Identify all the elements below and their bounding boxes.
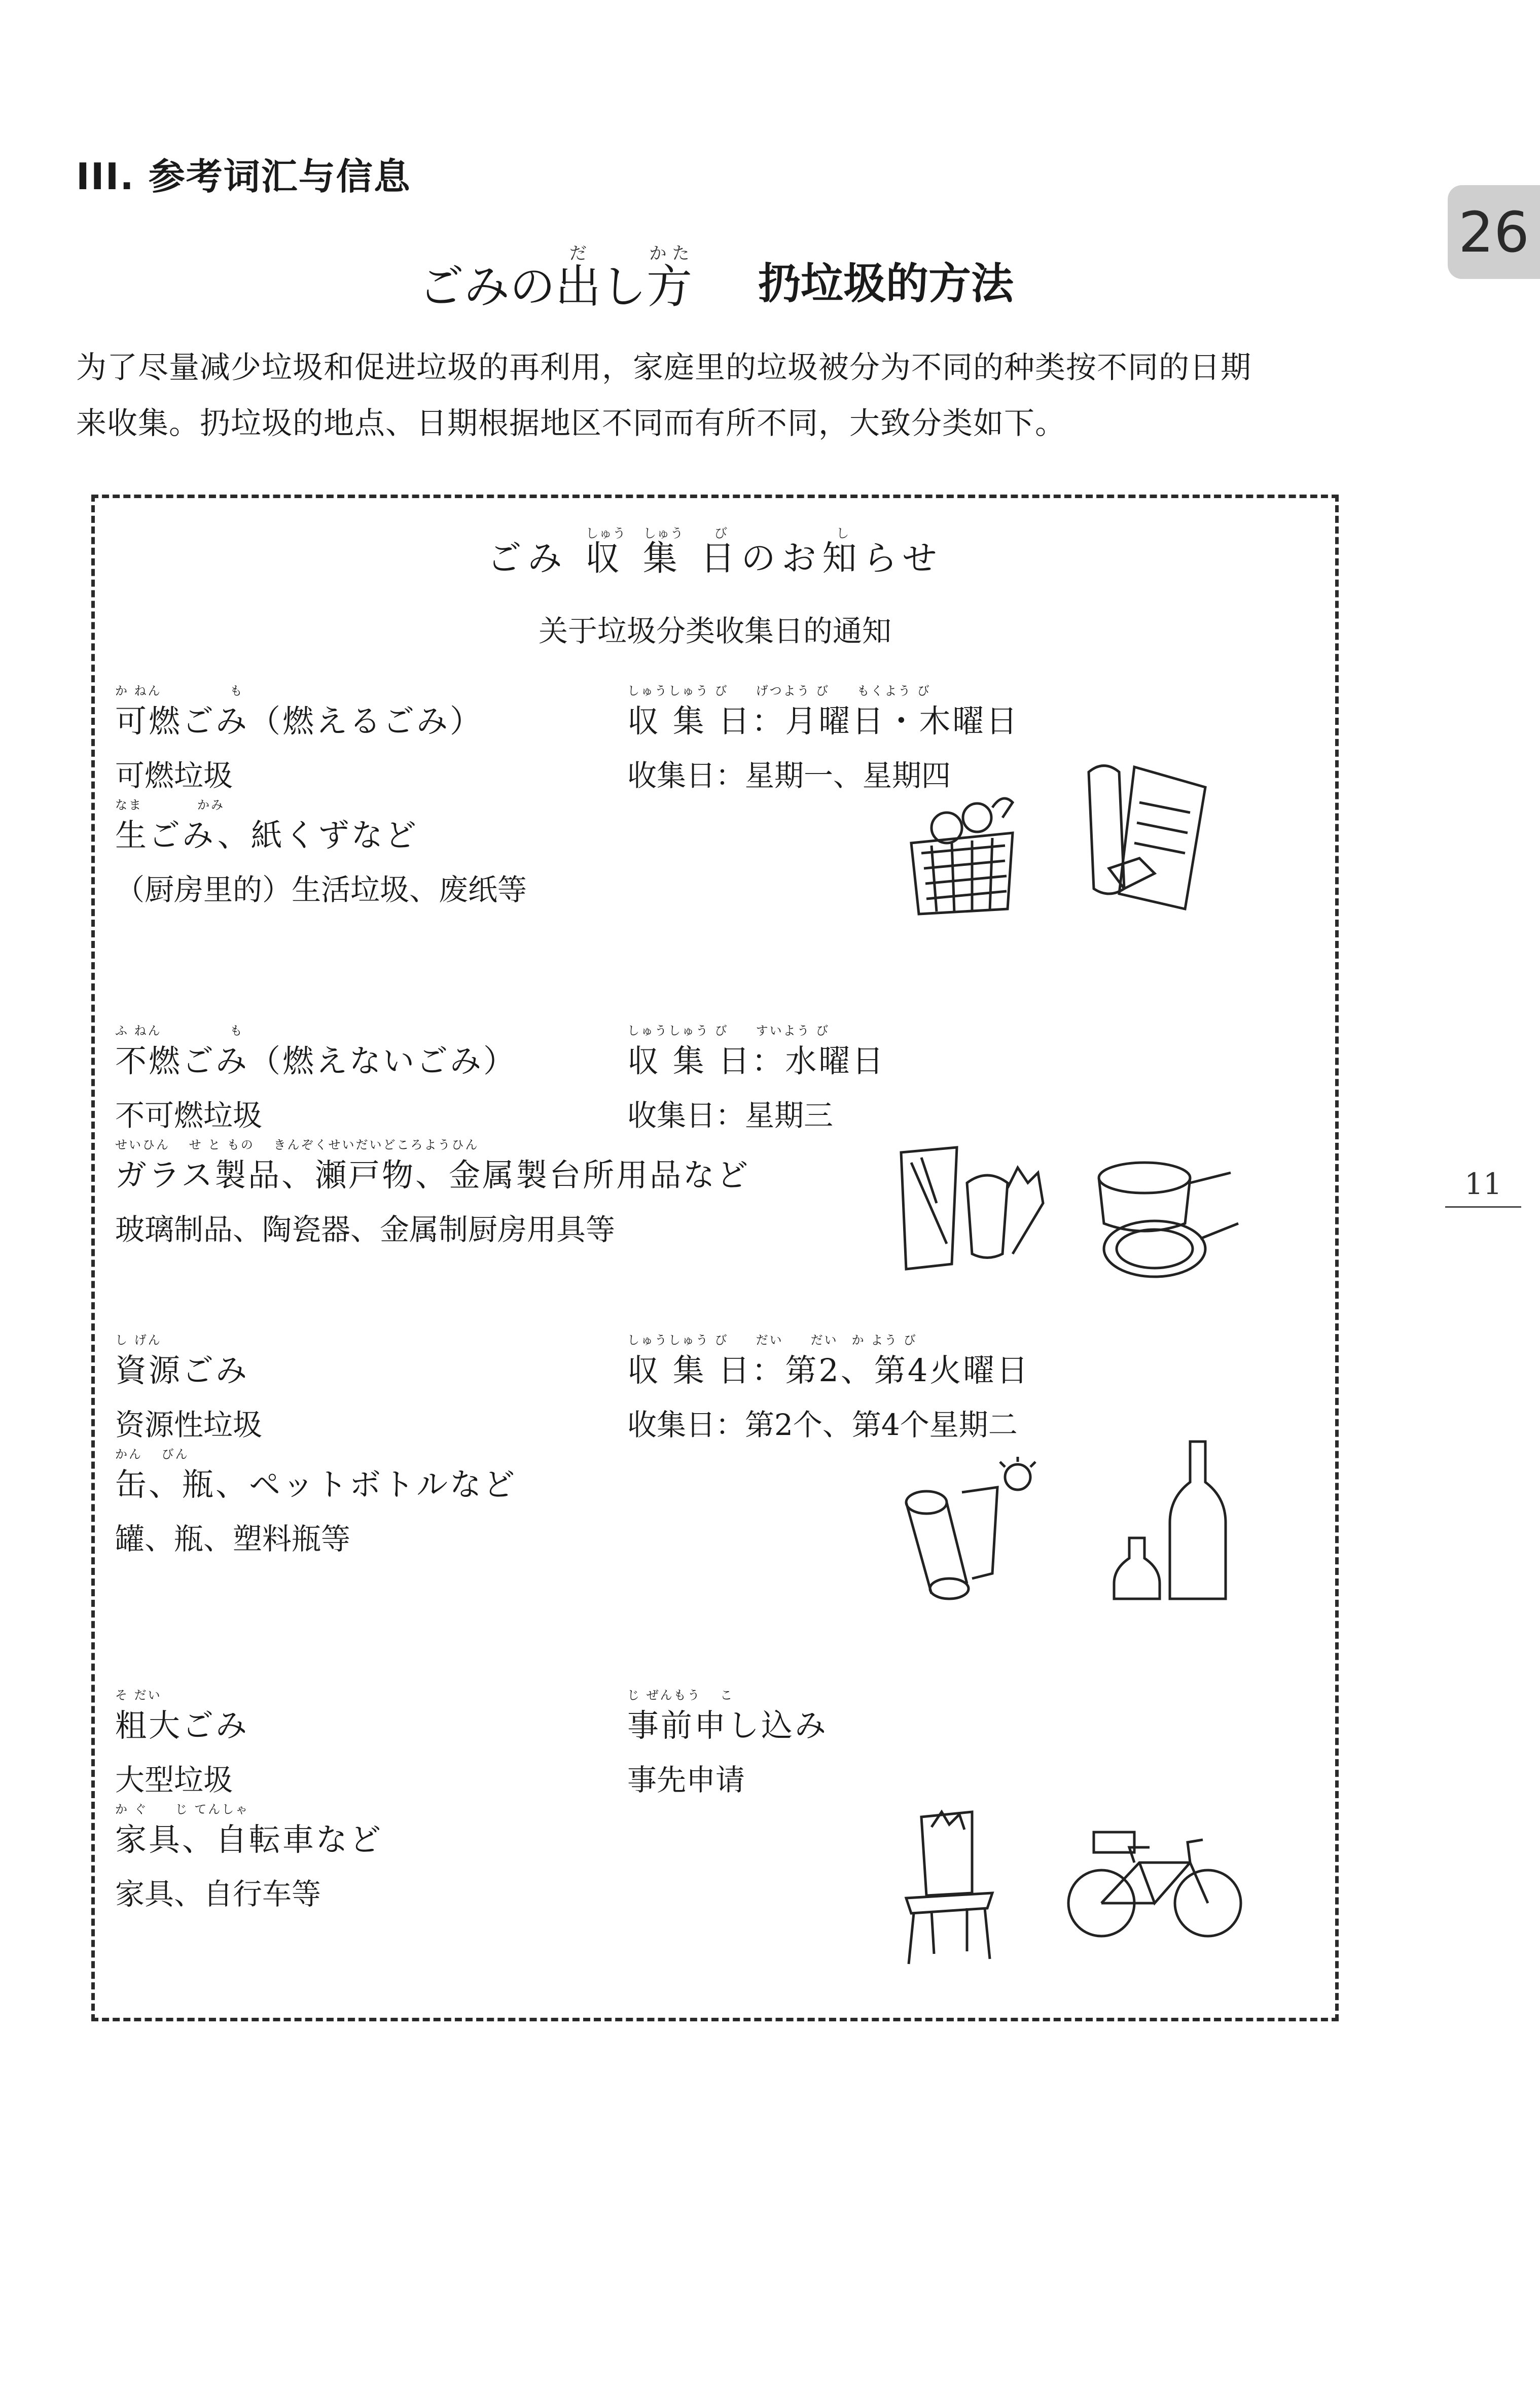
notice-subtitle: 关于垃圾分类收集日的通知: [538, 614, 891, 648]
category-name-cn: 不可燃垃圾: [115, 1098, 263, 1133]
bottles-icon: [1109, 1436, 1231, 1609]
furigana: かん びん: [115, 1447, 189, 1461]
category-examples-cn: （厨房里的）生活垃圾、废纸等: [115, 872, 527, 907]
category-name-jp: 可燃ごみ（燃えるごみ）: [115, 703, 484, 740]
furigana: そ だい: [115, 1688, 162, 1702]
schedule-cn: 收集日：星期三: [627, 1098, 834, 1133]
category-name-jp: 粗大ごみ: [115, 1707, 249, 1744]
title-row: [0, 218, 1540, 313]
title-japanese: ごみの出だし方かた: [418, 243, 692, 313]
section-heading: III. 参考词汇与信息: [76, 155, 411, 198]
page-number-rule: [1445, 1206, 1521, 1208]
category-recyclable: [115, 1330, 1322, 1594]
category-examples-jp: 家具、自転車など: [115, 1821, 383, 1858]
furigana: なま かみ: [115, 798, 225, 812]
furigana: か ねん も: [115, 684, 244, 698]
title-chinese: 扔垃圾的方法: [758, 258, 1014, 308]
category-nonburnable: [115, 1021, 1322, 1284]
furigana: しゅうしゅう び だい だい か よう び: [627, 1333, 917, 1347]
schedule-cn: 收集日：第2个、第4个星期二: [627, 1408, 1018, 1442]
category-examples-jp: ガラス製品、瀬戸物、金属製台所用品など: [115, 1156, 750, 1194]
schedule-jp: 事前申し込み: [627, 1707, 829, 1744]
intro-line-1: 为了尽量减少垃圾和促进垃圾的再利用，家庭里的垃圾被分为不同的种类按不同的日期: [76, 350, 1251, 385]
chapter-tab: 26: [1448, 185, 1540, 279]
category-burnable: [115, 681, 1322, 965]
intro-paragraph: [76, 340, 1369, 451]
category-name-jp: 不燃ごみ（燃えないごみ）: [115, 1042, 517, 1079]
category-examples-jp: 生ごみ、紙くずなど: [115, 817, 418, 854]
furigana: せいひん せ と もの きんぞくせいだいどころようひん: [115, 1138, 479, 1152]
broken-chair-icon: [896, 1807, 1008, 1969]
category-name-cn: 可燃垃圾: [115, 758, 233, 793]
paper-scraps-icon: [1079, 757, 1210, 919]
category-name-cn: 资源性垃圾: [115, 1408, 263, 1442]
broken-glass-icon: [896, 1142, 1048, 1279]
furigana: しゅうしゅう び げつよう び もくよう び: [627, 684, 931, 698]
furigana: ふ ねん も: [115, 1024, 244, 1038]
category-name-jp: 資源ごみ: [115, 1352, 249, 1389]
furigana: しゅうしゅう び すいよう び: [627, 1024, 830, 1038]
category-oversized: [115, 1685, 1322, 1969]
category-examples-cn: 玻璃制品、陶瓷器、金属制厨房用具等: [115, 1212, 616, 1247]
schedule-jp: 収 集 日：水曜日: [627, 1042, 886, 1079]
schedule-cn: 收集日：星期一、星期四: [627, 758, 951, 793]
bicycle-icon: [1063, 1827, 1246, 1944]
furigana: し げん: [115, 1333, 162, 1347]
category-examples-jp: 缶、瓶、ペットボトルなど: [115, 1466, 517, 1503]
category-name-cn: 大型垃圾: [115, 1763, 233, 1797]
schedule-jp: 収 集 日：月曜日・木曜日: [627, 703, 1020, 740]
furigana: じ ぜんもう こ: [627, 1688, 734, 1702]
pot-and-pan-icon: [1089, 1147, 1241, 1289]
category-examples-cn: 罐、瓶、塑料瓶等: [115, 1522, 351, 1556]
schedule-cn: 事先申请: [627, 1763, 745, 1797]
category-examples-cn: 家具、自行车等: [115, 1877, 321, 1911]
intro-line-2: 来收集。扔垃圾的地点、日期根据地区不同而有所不同，大致分类如下。: [76, 406, 1066, 441]
furigana: か ぐ じ てんしゃ: [115, 1802, 249, 1816]
cans-icon: [896, 1457, 1048, 1609]
notice-box: [91, 495, 1339, 2021]
schedule-jp: 収 集 日：第2、第4火曜日: [627, 1352, 1030, 1389]
garbage-basket-icon: [896, 787, 1028, 919]
page-number: 11: [1464, 1167, 1502, 1201]
notice-title: ごみ 収しゅう 集しゅう 日びのお知しらせ: [487, 526, 943, 579]
